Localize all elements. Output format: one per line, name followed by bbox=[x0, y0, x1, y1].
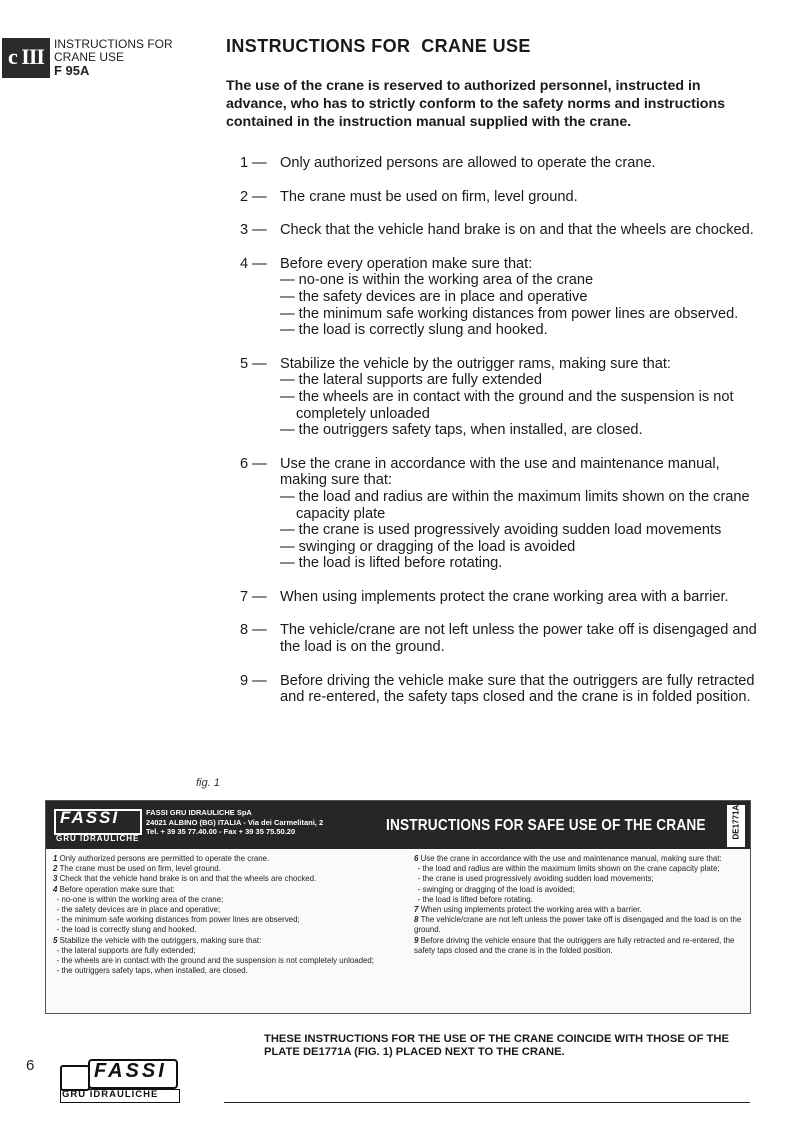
rule-subitems bbox=[280, 272, 760, 338]
plate-item bbox=[53, 863, 384, 873]
rule-item bbox=[240, 356, 760, 439]
plate-item-text: The crane must be used on firm, level ground. bbox=[59, 863, 221, 874]
plate-item-text: Before operation make sure that: bbox=[59, 883, 175, 894]
rule-item bbox=[240, 673, 760, 706]
rule-item bbox=[240, 256, 760, 339]
plate-item-text: The vehicle/crane are not left unless the power take off is disengaged and the load is on the ground. bbox=[414, 914, 742, 935]
section-label-line2: CRANE USE bbox=[54, 50, 125, 64]
section-code: c III bbox=[8, 44, 44, 69]
plate-item-number: 5 bbox=[53, 934, 60, 945]
plate-item bbox=[53, 873, 384, 883]
model-label: F 95A bbox=[54, 63, 90, 78]
rule-number: 3 — bbox=[240, 222, 267, 239]
plate-company-name: FASSI GRU IDRAULICHE SpA bbox=[146, 808, 252, 817]
plate-item bbox=[414, 914, 742, 934]
plate-item bbox=[53, 935, 384, 945]
rule-text: When using implements protect the crane working area with a barrier. bbox=[280, 588, 729, 605]
plate-item bbox=[414, 935, 742, 955]
plate-notice: THESE INSTRUCTIONS FOR THE USE OF THE CRANE COINCIDE WITH THOSE OF THE PLATE DE1771A (FIG. 1) PLACED NEXT TO THE CRANE. bbox=[264, 1033, 729, 1059]
rule-subitem: — the crane is used progressively avoiding sudden load movements bbox=[280, 522, 722, 539]
plate-item-number: 8 bbox=[414, 914, 421, 925]
rule-text: Before every operation make sure that: bbox=[280, 255, 533, 272]
plate-item bbox=[53, 884, 384, 894]
plate-item bbox=[414, 853, 742, 863]
plate-item-text: Use the crane in accordance with the use and maintenance manual, making sure that: bbox=[420, 853, 722, 863]
plate-item-number: 9 bbox=[414, 934, 421, 945]
page-number: 6 bbox=[26, 1057, 35, 1074]
rule-number: 7 — bbox=[240, 588, 267, 605]
plate-item-number: 7 bbox=[414, 904, 421, 915]
plate-item-text: Stabilize the vehicle with the outriggers, making sure that: bbox=[59, 934, 262, 945]
plate-column-left bbox=[53, 853, 384, 975]
plate-subitem: - the outriggers safety taps, when installed, are closed. bbox=[56, 965, 248, 976]
page-title: INSTRUCTIONS FOR CRANE USE bbox=[226, 36, 531, 56]
plate-subitem: - the minimum safe working distances from power lines are observed; bbox=[56, 914, 300, 925]
rule-item bbox=[240, 189, 760, 206]
rule-subitem: — the load is correctly slung and hooked. bbox=[280, 322, 548, 339]
plate-subitem: - the load is lifted before rotating. bbox=[417, 893, 533, 904]
rule-subitem: — the load and radius are within the maximum limits shown on the crane capacity plate bbox=[280, 488, 750, 522]
plate-logo-subtitle: GRU IDRAULICHE bbox=[56, 834, 140, 843]
plate-subitem: - the wheels are in contact with the ground and the suspension is not completely unloaded; bbox=[56, 955, 375, 966]
section-label-line1: INSTRUCTIONS FOR bbox=[54, 37, 173, 51]
rule-subitem: — the lateral supports are fully extended bbox=[280, 372, 543, 389]
rule-number: 8 — bbox=[240, 622, 267, 639]
rule-subitem: — the minimum safe working distances from power lines are observed. bbox=[280, 305, 739, 322]
rule-text: Only authorized persons are allowed to operate the crane. bbox=[280, 155, 656, 171]
plate-item-number: 6 bbox=[414, 853, 421, 863]
crane-truck-icon bbox=[60, 1065, 90, 1091]
plate-company-address: 24021 ALBINO (BG) ITALIA - Via dei Carmelitani, 2 bbox=[146, 817, 324, 827]
plate-item-number: 2 bbox=[53, 863, 60, 874]
plate-item-text: Only authorized persons are permitted to operate the crane. bbox=[59, 853, 270, 863]
rule-subitem: — the safety devices are in place and operative bbox=[280, 288, 588, 305]
rule-text: The crane must be used on firm, level ground. bbox=[280, 188, 578, 205]
plate-column-right bbox=[414, 853, 742, 955]
rule-item bbox=[240, 222, 760, 239]
plate-item-text: When using implements protect the working area with a barrier. bbox=[420, 904, 642, 915]
rule-item bbox=[240, 155, 760, 172]
rule-text: The vehicle/crane are not left unless the power take off is disengaged and the load is on the ground. bbox=[280, 622, 757, 656]
rules-list bbox=[240, 155, 760, 706]
rule-number: 4 — bbox=[240, 255, 267, 272]
rule-subitem: — the load is lifted before rotating. bbox=[280, 555, 503, 572]
plate-item-text: Check that the vehicle hand brake is on and that the wheels are chocked. bbox=[59, 873, 317, 884]
plate-item bbox=[414, 904, 742, 914]
instruction-plate bbox=[45, 800, 751, 1014]
plate-subitem: - the safety devices are in place and operative; bbox=[56, 904, 221, 915]
plate-code: DE1771A bbox=[731, 804, 741, 840]
plate-logo: FASSI bbox=[60, 808, 120, 827]
plate-item bbox=[53, 853, 384, 863]
plate-company-phone: Tel. + 39 35 77.40.00 - Fax + 39 35 75.50.20 bbox=[146, 827, 296, 836]
rule-text: Check that the vehicle hand brake is on and that the wheels are chocked. bbox=[280, 222, 754, 239]
rule-subitem: — the wheels are in contact with the ground and the suspension is not completely unloaded bbox=[280, 388, 734, 422]
rule-text: Before driving the vehicle make sure that the outriggers are fully retracted and re-entered, the safety taps closed and the crane is in folded position. bbox=[280, 672, 755, 706]
logo-wordmark: FASSI bbox=[94, 1060, 167, 1082]
rule-number: 9 — bbox=[240, 672, 267, 689]
rule-subitem: — the outriggers safety taps, when installed, are closed. bbox=[280, 422, 643, 439]
rule-number: 5 — bbox=[240, 355, 267, 372]
rule-item bbox=[240, 622, 760, 655]
plate-item-number: 4 bbox=[53, 883, 60, 894]
rule-number: 6 — bbox=[240, 455, 267, 472]
intro-paragraph: The use of the crane is reserved to authorized personnel, instructed in advance, who has to strictly conform to the safety norms and instructions contained in the instruction manual supplied with the crane. bbox=[226, 78, 726, 130]
bottom-rule bbox=[224, 1102, 750, 1103]
rule-subitems bbox=[280, 372, 760, 438]
plate-subitem: - swinging or dragging of the load is avoided; bbox=[417, 883, 575, 894]
rule-subitems bbox=[280, 489, 760, 572]
logo-subtitle: GRU IDRAULICHE bbox=[62, 1089, 159, 1100]
rule-number: 1 — bbox=[240, 155, 267, 171]
figure-caption: fig. 1 bbox=[196, 777, 220, 789]
plate-subitem: - no-one is within the working area of the crane; bbox=[56, 893, 224, 904]
plate-subitem: - the load and radius are within the maximum limits shown on the crane capacity plate; bbox=[417, 863, 720, 874]
plate-title: INSTRUCTIONS FOR SAFE USE OF THE CRANE bbox=[386, 817, 706, 834]
plate-subitem: - the crane is used progressively avoiding sudden load movements; bbox=[417, 873, 654, 884]
plate-item-text: Before driving the vehicle ensure that the outriggers are fully retracted and re-entered, the safety taps closed and the crane is in the folded position. bbox=[414, 934, 735, 955]
rule-subitem: — no-one is within the working area of the crane bbox=[280, 272, 594, 289]
rule-item bbox=[240, 456, 760, 572]
section-label bbox=[54, 38, 173, 77]
rule-subitem: — swinging or dragging of the load is avoided bbox=[280, 538, 576, 555]
rule-text: Stabilize the vehicle by the outrigger rams, making sure that: bbox=[280, 355, 671, 372]
plate-subitem: - the lateral supports are fully extended; bbox=[56, 944, 196, 955]
plate-company-info bbox=[146, 808, 323, 837]
plate-subitem: - the load is correctly slung and hooked. bbox=[56, 924, 197, 935]
rule-text: Use the crane in accordance with the use and maintenance manual, making sure that: bbox=[280, 455, 720, 489]
plate-item-number: 3 bbox=[53, 873, 60, 884]
plate-item-number: 1 bbox=[53, 853, 60, 863]
footer-logo bbox=[60, 1057, 178, 1105]
rule-number: 2 — bbox=[240, 188, 267, 205]
rule-item bbox=[240, 589, 760, 606]
